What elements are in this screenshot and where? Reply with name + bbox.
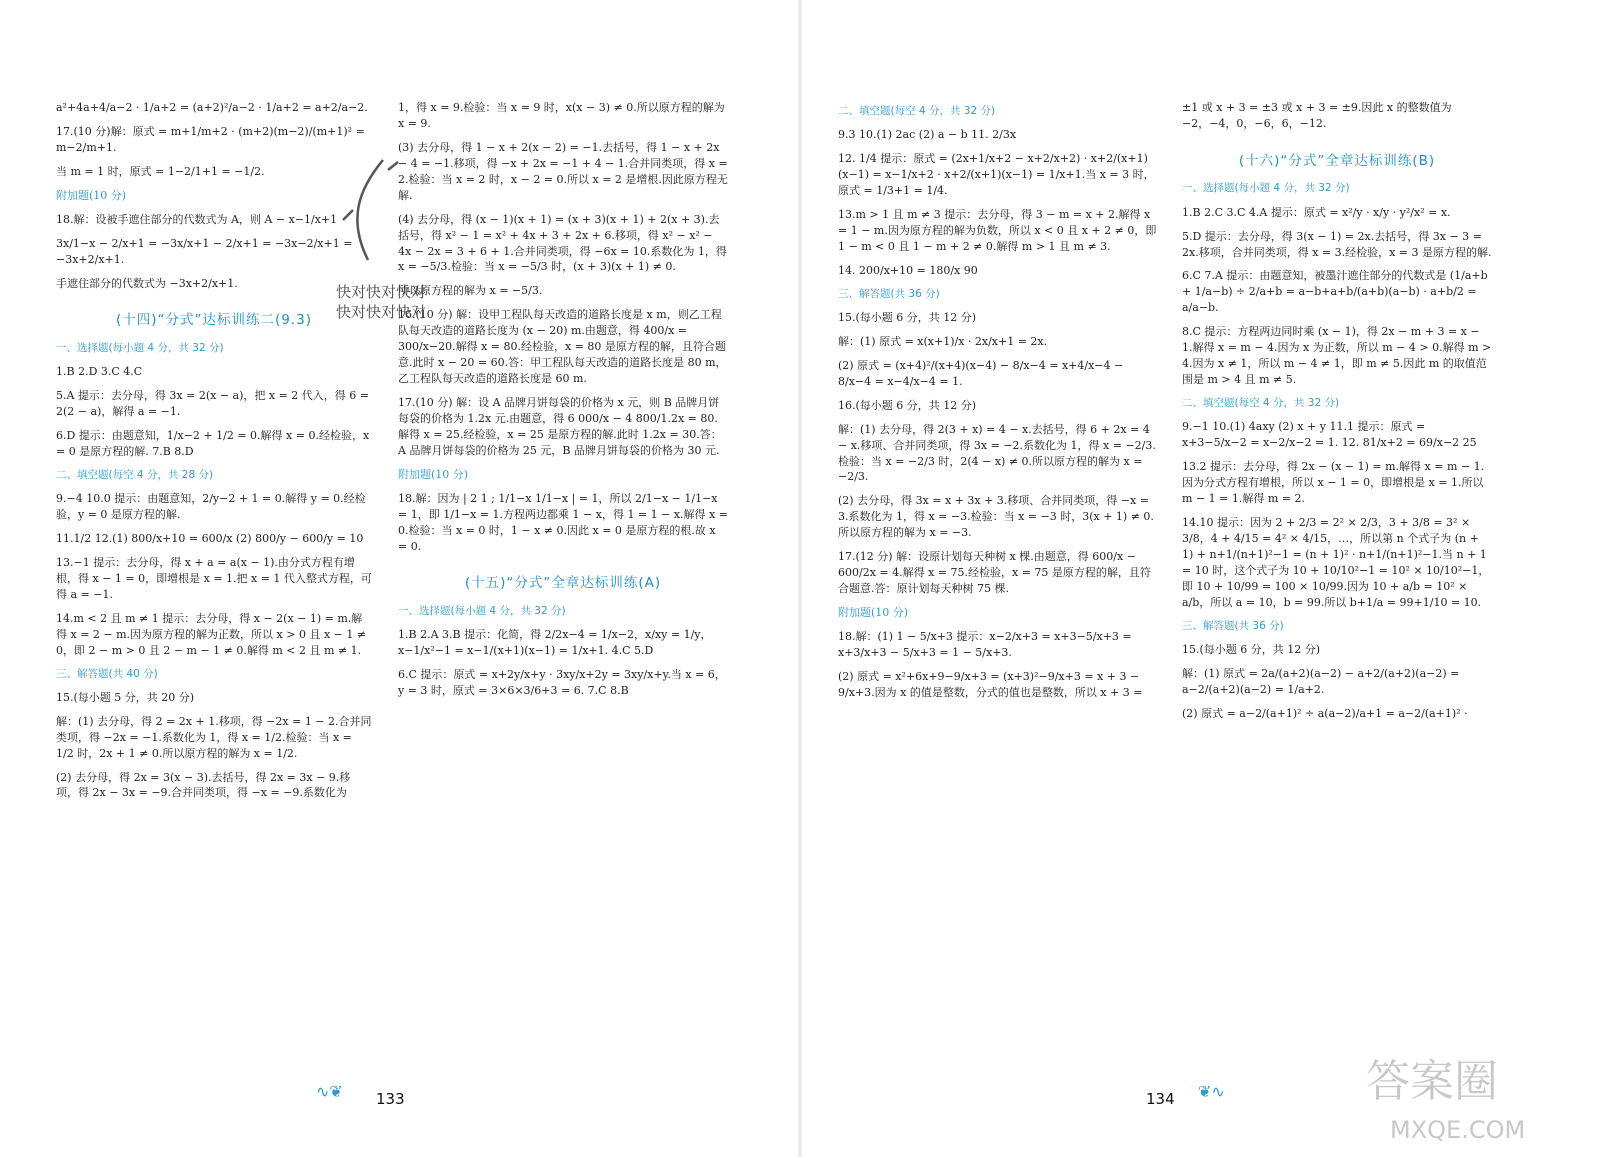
answer-line: 15.(每小题 6 分，共 12 分) [1182,642,1321,656]
answer-line: 所以原方程的解为 x = −5/3. [398,284,543,298]
answer-line: 9.−1 10.(1) 4axy (2) x + y 11.1 提示：原式 = x+3−5/x−2 = x−2/x−2 = 1. 12. 81/x+2 = 69/x−2 25 [1182,420,1477,450]
answer-line: 18.解：(1) 1 − 5/x+3 提示：x−2/x+3 = x+3−5/x+3 = x+3/x+3 − 5/x+3 = 1 − 5/x+3. [838,629,1132,659]
answer-line: 14.10 提示：因为 2 + 2/3 = 2² × 2/3，3 + 3/8 = 3² × 3/8，4 + 4/15 = 4² × 4/15，…，所以第 n 个式子为 (n + 1) + n+1/(n+1)²−1 = (n + 1)² · n+1/(n+1)²−1.当 n + 1 = 10 时，这个式子为 10 + 10/10²−1 = 10² × 10/10²−1，即 10 + 10/99 = 100 × 10/99.因为 10 + a/b = 10² × a/b，所以 a = 10，b = 99.所以 b+1/a = 99+1/10 = 10. [1182,515,1490,609]
answer-line: 9.3 10.(1) 2ac (2) a − b 11. 2/3x [838,128,1017,142]
watermark-url: MXQE.COM [1390,1116,1526,1144]
answer-line: 1.B 2.C 3.C 4.A 提示：原式 = x²/y · x/y · y²/x² = x. [1182,205,1451,219]
answer-line: 15.(每小题 6 分，共 12 分) [838,310,977,324]
answer-line: 11.1/2 12.(1) 800/x+10 = 600/x (2) 800/y − 600/y = 10 [56,532,364,545]
answer-line: (4) 去分母，得 (x − 1)(x + 1) = (x + 3)(x + 1) + 2(x + 3).去括号，得 x² − 1 = x² + 4x + 3 + 2x + 6.移项，得 x² − x² − 4x − 2x = 3 + 6 + 1.合并同类项，得 −6x = 10.系数化为 1，得 x = −5/3.检验：当 x = −5/3 时，(x + 3)(x + 1) ≠ 0. [398,212,727,274]
answer-line: (2) 原式 = (x+4)²/(x+4)(x−4) − 8/x−4 = x+4/x−4 − 8/x−4 = x−4/x−4 = 1. [838,358,1124,388]
answer-line: 16.(10 分) 解：设甲工程队每天改造的道路长度是 x m，则乙工程队每天改造的道路长度为 (x − 20) m.由题意，得 400/x = 300/x−20.解得 x = 80.经检验，x = 80 是原方程的解，且符合题意.此时 x − 20 = 60.答：甲工程队每天改造的道路长度是 80 m，乙工程队每天改造的道路长度是 60 m. [398,308,727,386]
page-number: 134 [1146,1090,1175,1108]
answer-line: 当 m = 1 时，原式 = 1−2/1+1 = −1/2. [56,164,265,178]
answer-line: 1.B 2.D 3.C 4.C [56,365,143,379]
section-title: (十四)“分式”达标训练二(9.3) [115,312,313,329]
answer-line: (2) 去分母，得 3x = x + 3x + 3.移项、合并同类项，得 −x = 3.系数化为 1，得 x = −3.检验：当 x = −3 时，3(x + 1) ≠ 0.所以原方程的解为 x = −3. [838,494,1154,540]
answer-line: 解：(1) 原式 = 2a/(a+2)(a−2) − a+2/(a+2)(a−2) = a−2/(a+2)(a−2) = 1/a+2. [1182,666,1460,696]
answer-line: 1，得 x = 9.检验：当 x = 9 时，x(x − 3) ≠ 0.所以原方程的解为 x = 9. [398,101,725,130]
handwriting-overlay [336,282,426,323]
handwriting-line: 快对快对快对 [336,303,427,322]
answer-line: 17.(10 分)解：原式 = m+1/m+2 · (m+2)(m−2)/(m+1)² = m−2/m+1. [56,124,365,154]
answer-line: 16.(每小题 6 分，共 12 分) [838,398,977,412]
answer-line: 14.m < 2 且 m ≠ 1 提示：去分母，得 x − 2(x − 1) = m.解得 x = 2 − m.因为原方程的解为正数，所以 x > 0 且 x − 1 ≠ 0，即 2 − m > 0 且 2 − m − 1 ≠ 0.解得 m < 2 且 m ≠ 1. [56,611,367,657]
bonus-heading: 附加题(10 分) [838,606,909,619]
answer-line: 解：(1) 去分母，得 2(3 + x) = 4 − x.去括号，得 6 + 2x = 4 − x.移项、合并同类项，得 3x = −2.系数化为 1，得 x = −2/3.检验：当 x = −2/3 时，2(4 − x) ≠ 0.所以原方程的解为 x = −2/3. [838,422,1156,484]
answer-line: 9.−4 10.0 提示：由题意知，2/y−2 + 1 = 0.解得 y = 0.经检验，y = 0 是原方程的解. [56,492,366,522]
answer-line: ±1 或 x + 3 = ±3 或 x + 3 = ±9.因此 x 的整数值为 −2，−4，0，−6，6，−12. [1182,101,1452,130]
answer-line: 13.m > 1 且 m ≠ 3 提示：去分母，得 3 − m = x + 2.解得 x = 1 − m.因为原方程的解为负数，所以 x < 0 且 x + 2 ≠ 0，即 1 − m < 0 且 1 − m + 2 ≠ 0.解得 m > 1 且 m ≠ 3. [838,207,1157,253]
left-column-1 [56,100,372,809]
sub-heading: 一、选择题(每小题 4 分，共 32 分) [56,342,224,354]
watermark-logo [1360,1046,1590,1150]
answer-line: 手遮住部分的代数式为 −3x+2/x+1. [56,276,238,290]
sub-heading: 二、填空题(每空 4 分，共 28 分) [56,468,214,481]
answer-line: (2) 原式 = a−2/(a+1)² ÷ a(a−2)/a+1 = a−2/(a+1)² · [1182,706,1468,720]
leaf-decoration-icon: ∿❦ [316,1082,343,1101]
right-column-1 [838,100,1158,709]
sub-heading: 一、选择题(每小题 4 分，共 32 分) [1182,182,1350,195]
section-title: (十六)“分式”全章达标训练(B) [1238,152,1436,169]
answer-line: 12. 1/4 提示：原式 = (2x+1/x+2 − x+2/x+2) · x+2/(x+1)(x−1) = x−1/x+2 · x+2/(x+1)(x−1) = 1/x+1.当 x = 3 时，原式 = 1/3+1 = 1/4. [838,152,1155,198]
bonus-heading: 附加题(10 分) [56,188,127,202]
answer-line: 6.C 7.A 提示：由题意知，被墨汁遮住部分的代数式是 (1/a+b + 1/a−b) ÷ 2/a+b = a−b+a+b/(a+b)(a−b) · a+b/2 = a/a−b. [1182,269,1488,315]
pen-scribble [328,150,408,270]
sub-heading: 三、解答题(共 40 分) [56,667,158,680]
answer-line: 15.(每小题 5 分，共 20 分) [56,690,195,704]
answer-line: 18.解：设被手遮住部分的代数式为 A，则 A − x−1/x+1 [56,212,338,226]
answer-line: (3) 去分母，得 1 − x + 2(x − 2) = −1.去括号，得 1 − x + 2x − 4 = −1.移项，得 −x + 2x = −1 + 4 − 1.合并同类项，得 x = 2.检验：当 x = 2 时，x − 2 = 0.所以 x = 2 是增根.因此原方程无解. [398,140,728,202]
answer-line: 8.C 提示：方程两边同时乘 (x − 1)，得 2x − m + 3 = x − 1.解得 x = m − 4.因为 x 为正数，所以 m − 4 > 0.解得 m > 4.因为 x ≠ 1，所以 m − 4 ≠ 1，即 m ≠ 5.因此 m 的取值范围是 m > 4 且 m ≠ 5. [1182,325,1492,387]
answer-line: 17.(10 分) 解：设 A 品牌月饼每袋的价格为 x 元，则 B 品牌月饼每袋的价格为 1.2x 元.由题意，得 6 000/x − 4 800/1.2x = 80.解得 x = 25.经检验，x = 25 是原方程的解.此时 1.2x = 30.答：A 品牌月饼每袋的价格为 25 元，B 品牌月饼每袋的价格为 30 元. [398,396,722,457]
answer-line: 6.D 提示：由题意知，1/x−2 + 1/2 = 0.解得 x = 0.经检验，x = 0 是原方程的解. 7.B 8.D [56,429,370,458]
answer-line: 5.D 提示：去分母，得 3(x − 1) = 2x.去括号，得 3x − 3 = 2x.移项，合并同类项，得 x = 3.经检验，x = 3 是原方程的解. [1182,229,1492,259]
answer-line: 17.(12 分) 解：设原计划每天种树 x 棵.由题意，得 600/x − 600/2x = 4.解得 x = 75.经检验，x = 75 是原方程的解，且符合题意.答：原计划每天种树 75 棵. [838,550,1151,596]
right-column-2 [1182,100,1492,730]
answer-line: a²+4a+4/a−2 · 1/a+2 = (a+2)²/a−2 · 1/a+2 = a+2/a−2. [56,101,368,114]
sub-heading: 三、解答题(共 36 分) [838,287,940,300]
leaf-decoration-icon: ❦∿ [1198,1082,1225,1101]
answer-line: 13.−1 提示：去分母，得 x + a = a(x − 1).由分式方程有增根，得 x − 1 = 0，即增根是 x = 1.把 x = 1 代入整式方程，可得 a = −1. [56,555,372,601]
right-page [800,0,1600,1157]
page-number: 133 [376,1090,405,1108]
answer-line: 13.2 提示：去分母，得 2x − (x − 1) = m.解得 x = m − 1.因为分式方程有增根，所以 x − 1 = 0，即增根是 x = 1.所以 m − 1 = 1.解得 m = 2. [1182,460,1485,505]
watermark-brand: 答案圈 [1366,1056,1498,1107]
answer-line: 18.解：因为 | 2 1 ; 1/1−x 1/1−x | = 1，所以 2/1−x − 1/1−x = 1，即 1/1−x = 1.方程两边都乘 1 − x，得 1 = 1 − x.解得 x = 0.检验：当 x = 0 时，1 − x ≠ 0.因此 x = 0 是原方程的根.故 x = 0. [398,491,728,553]
sub-heading: 二、填空题(每空 4 分，共 32 分) [838,105,996,117]
sub-heading: 一、选择题(每小题 4 分，共 32 分) [398,605,566,617]
answer-line: 1.B 2.A 3.B 提示：化简，得 2/2x−4 = 1/x−2，x/xy = 1/y，x−1/x²−1 = x−1/(x+1)(x−1) = 1/x+1. 4.C 5.D [398,628,712,658]
answer-line: 解：(1) 原式 = x(x+1)/x · 2x/x+1 = 2x. [838,334,1048,348]
sub-heading: 二、填空题(每空 4 分，共 32 分) [1182,397,1340,410]
answer-line: 5.A 提示：去分母，得 3x = 2(x − a)，把 x = 2 代入，得 6 = 2(2 − a)，解得 a = −1. [56,389,370,419]
answer-line: 3x/1−x − 2/x+1 = −3x/x+1 − 2/x+1 = −3x−2/x+1 = −3x+2/x+1. [56,236,353,266]
handwriting-line: 快对快对快对 [336,283,427,301]
sub-heading: 三、解答题(共 36 分) [1182,619,1284,632]
answer-line: (2) 去分母，得 2x = 3(x − 3).去括号，得 2x = 3x − 9.移项，得 2x − 3x = −9.合并同类项，得 −x = −9.系数化为 [56,770,351,800]
answer-line: 6.C 提示：原式 = x+2y/x+y · 3xy/x+2y = 3xy/x+y.当 x = 6，y = 3 时，原式 = 3×6×3/6+3 = 6. 7.C 8.B [398,668,726,698]
section-title: (十五)“分式”全章达标训练(A) [464,575,662,592]
answer-line: 14. 200/x+10 = 180/x 90 [838,263,978,277]
left-column-2 [398,100,728,707]
bonus-heading: 附加题(10 分) [398,467,469,481]
answer-line: 解：(1) 去分母，得 2 = 2x + 1.移项，得 −2x = 1 − 2.合并同类项，得 −2x = −1.系数化为 1，得 x = 1/2.检验：当 x = 1/2 时，2x + 1 ≠ 0.所以原方程的解为 x = 1/2. [56,714,372,760]
answer-line: (2) 原式 = x²+6x+9−9/x+3 = (x+3)²−9/x+3 = x + 3 − 9/x+3.因为 x 的值是整数，分式的值也是整数，所以 x + 3 = [838,669,1143,699]
